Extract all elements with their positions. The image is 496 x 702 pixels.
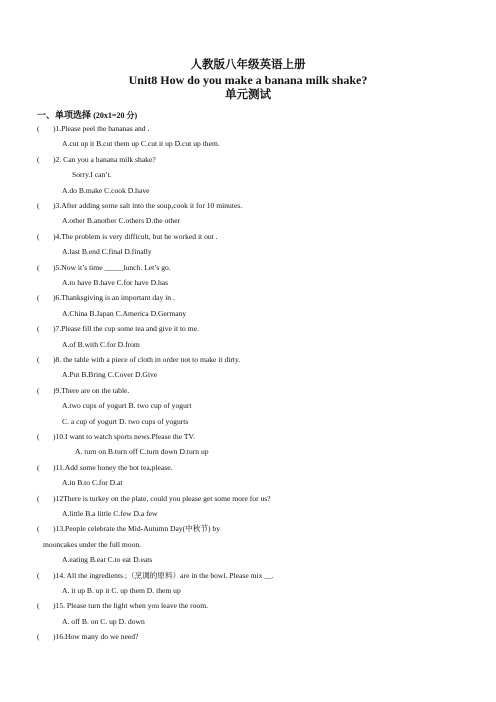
options-line: A. turn on B.turn off C.turn down D.turn up [75, 447, 209, 457]
question-text: )12There is turkey on the plate, could you please get some more for us? [53, 493, 271, 503]
question-line [37, 494, 271, 504]
section-title: 一、单项选择 [37, 110, 92, 120]
options-line: A.China B.Japan C.America D.Germany [62, 308, 187, 318]
answer-paren: ( [37, 324, 40, 334]
options-line: A.Put B.Bring C.Cover D.Give [62, 370, 158, 380]
question-text: )6.Thanksgiving is an important day in . [53, 293, 175, 303]
answer-paren: ( [37, 632, 40, 642]
answer-paren: ( [37, 462, 40, 472]
question-line [37, 124, 149, 134]
question-text: )3.After adding some salt into the soup,cook it for 10 minutes. [53, 201, 243, 210]
question-continuation: mooncakes under the full moon. [43, 539, 142, 549]
question-line [37, 324, 199, 334]
question-text: )1.Please peel the bananas and . [53, 124, 150, 133]
question-text: )16.How many do we need? [53, 632, 139, 642]
options-line: A.of B.with C.for D.from [62, 339, 140, 349]
question-text: )4.The problem is very difficult, but he worked it out . [53, 231, 218, 241]
document-test-label: 单元测试 [225, 89, 271, 101]
question-line [37, 355, 240, 365]
answer-paren: ( [37, 385, 40, 395]
options-line: A.other B.another C.others D.the other [62, 216, 181, 226]
question-text: )14. All the ingredients ;（烹调的原料）are in the bowl. Please mix __. [53, 570, 274, 580]
question-text: )10.I want to watch sports news.Please the TV. [53, 432, 195, 441]
answer-paren: ( [37, 570, 40, 580]
answer-paren: ( [37, 524, 40, 534]
options-line: A.two cups of yogurt B. two cup of yogurt [62, 401, 192, 411]
options-line: A.to have B.have C.for have D.has [62, 278, 169, 287]
options-line: A.do B.make C.cook D.have [62, 185, 150, 195]
section-heading [37, 108, 137, 121]
question-text: )2. Can you a banana milk shake? [53, 154, 156, 164]
document-subtitle: Unit8 How do you make a banana milk shake? [128, 73, 368, 87]
answer-paren: ( [37, 201, 40, 210]
question-line [37, 601, 208, 611]
question-text: )7.Please fill the cup some tea and give it to me. [53, 324, 199, 334]
document-title: 人教版八年级英语上册 [190, 59, 306, 71]
options-line: Sorry.I can’t. [72, 170, 112, 180]
question-line [37, 571, 274, 581]
options-line: C. a cup of yogurt D. two cups of yogurts [62, 416, 189, 426]
document-header [0, 58, 496, 103]
options-line: A.in B.to C.for D.at [62, 478, 123, 488]
question-line [37, 432, 195, 442]
question-text: )5.Now it’s time _____lunch. Let’s go. [53, 262, 171, 272]
answer-paren: ( [37, 293, 40, 303]
question-line [37, 155, 156, 165]
options-line: A. it up B. up it C. up them D. them up [62, 586, 181, 595]
options-line: A.eating B.eat C.to eat D.eats [62, 555, 153, 565]
answer-paren: ( [37, 355, 40, 364]
answer-paren: ( [37, 432, 40, 441]
question-line [37, 463, 173, 473]
question-line [37, 232, 218, 242]
answer-paren: ( [37, 124, 40, 133]
question-line [37, 201, 242, 211]
options-line: A.cut up it B.cut them up C.cut it up D.cut up them. [62, 139, 220, 149]
question-line [37, 293, 175, 303]
question-text: )13.People celebrate the Mid-Autumn Day(中秋节) by [53, 524, 221, 534]
section-score: (20x1=20 分) [93, 111, 138, 120]
question-text: )9.There are on the table. [53, 385, 130, 395]
options-line: A.last B.end C.final D.finally [62, 247, 152, 257]
question-line [37, 386, 129, 396]
options-line: A.little B.a little C.few D.a few [62, 509, 158, 518]
question-line [37, 632, 138, 642]
question-text: )8. the table with a piece of cloth in order not to make it dirty. [53, 355, 241, 364]
answer-paren: ( [37, 231, 40, 241]
answer-paren: ( [37, 493, 40, 503]
question-text: )11.Add some honey the hot tea,please. [53, 462, 173, 472]
question-line [37, 524, 220, 534]
answer-paren: ( [37, 601, 40, 611]
answer-paren: ( [37, 262, 40, 272]
question-text: )15. Please turn the light when you leave the room. [53, 601, 209, 611]
question-line [37, 263, 171, 273]
options-line: A. off B. on C. up D. down [62, 616, 145, 626]
answer-paren: ( [37, 154, 40, 164]
